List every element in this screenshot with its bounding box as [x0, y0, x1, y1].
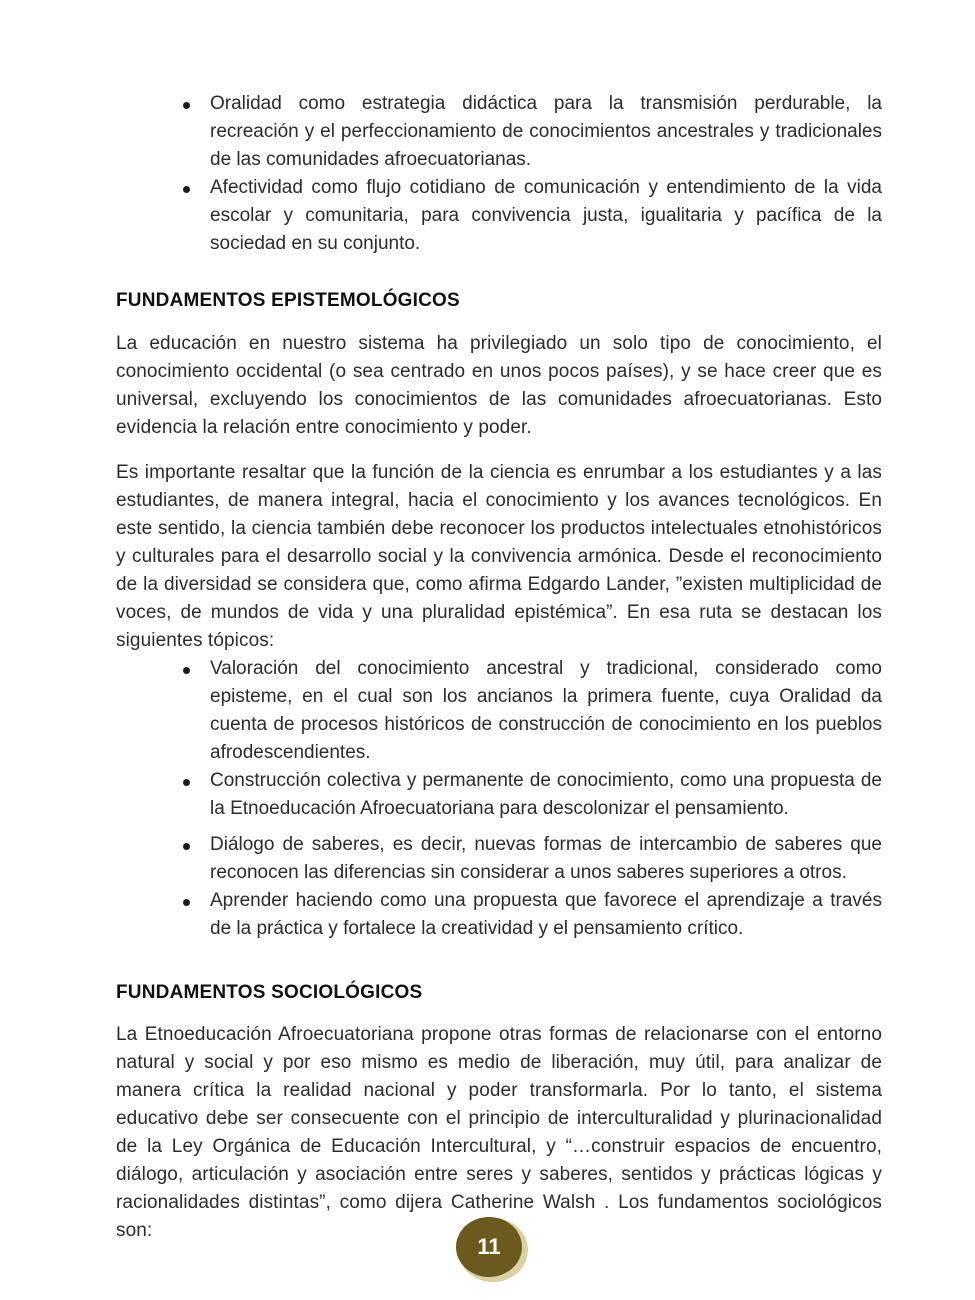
- bullet-list-top: [116, 90, 882, 258]
- list-item-text: Aprender haciendo como una propuesta que favorece el aprendizaje a través de la práctica y fortalece la creatividad y el pensamiento crítico.: [210, 890, 882, 939]
- list-item-text: Afectividad como flujo cotidiano de comunicación y entendimiento de la vida escolar y comunitaria, para convivencia justa, igualitaria y pacífica de la sociedad en su conjunto.: [210, 177, 882, 254]
- list-item: [210, 174, 882, 258]
- list-item-text: Construcción colectiva y permanente de conocimiento, como una propuesta de la Etnoeducación Afroecuatoriana para descolonizar el pensamiento.: [210, 770, 882, 819]
- page-number-badge: [452, 1216, 528, 1282]
- paragraph: Es importante resaltar que la función de la ciencia es enrumbar a los estudiantes y a las estudiantes, de manera integral, hacia el conocimiento y los avances tecnológicos. En este sentido, la ciencia también debe reconocer los productos intelectuales etnohistóricos y culturales para el desarrollo social y la convivencia armónica. Desde el reconocimiento de la diversidad se considera que, como afirma Edgardo Lander, ”existen multiplicidad de voces, de mundos de vida y una pluralidad epistémica”. En esa ruta se destacan los siguientes tópicos:: [116, 462, 882, 651]
- bullet-icon: [183, 843, 190, 850]
- bullet-icon: [183, 779, 190, 786]
- section-heading-sociologicos: FUNDAMENTOS SOCIOLÓGICOS: [116, 982, 423, 1003]
- list-item: [210, 887, 882, 943]
- list-item: [210, 767, 882, 823]
- list-item-text: Oralidad como estrategia didáctica para la transmisión perdurable, la recreación y el perfeccionamiento de conocimientos ancestrales y tradicionales de las comunidades afroecuatorianas.: [210, 93, 882, 170]
- list-item-text: Diálogo de saberes, es decir, nuevas formas de intercambio de saberes que reconocen las diferencias sin considerar a unos saberes superiores a otros.: [210, 834, 882, 883]
- paragraph: La educación en nuestro sistema ha privilegiado un solo tipo de conocimiento, el conocimiento occidental (o sea centrado en unos pocos países), y se hace creer que es universal, excluyendo los conocimientos de las comunidades afroecuatorianas. Esto evidencia la relación entre conocimiento y poder.: [116, 333, 882, 438]
- section-heading-epistemologicos: FUNDAMENTOS EPISTEMOLÓGICOS: [116, 290, 460, 311]
- list-item: [210, 655, 882, 767]
- bullet-icon: [183, 186, 190, 193]
- bullet-list-epistemologicos: [116, 655, 882, 943]
- list-item: [210, 831, 882, 887]
- list-item-text: Valoración del conocimiento ancestral y tradicional, considerado como episteme, en el cual son los ancianos la primera fuente, cuya Oralidad da cuenta de procesos históricos de construcción de conocimiento en los pueblos afrodescendientes.: [210, 658, 882, 763]
- bullet-icon: [183, 667, 190, 674]
- list-item: [210, 90, 882, 174]
- page-content: [116, 90, 882, 1245]
- paragraph: La Etnoeducación Afroecuatoriana propone otras formas de relacionarse con el entorno natural y social y por eso mismo es medio de liberación, muy útil, para analizar de manera crítica la realidad nacional y poder transformarla. Por lo tanto, el sistema educativo debe ser consecuente con el principio de interculturalidad y plurinacionalidad de la Ley Orgánica de Educación Intercultural, y “…construir espacios de encuentro, diálogo, articulación y asociación entre seres y saberes, sentidos y prácticas lógicas y racionalidades distintas”, como dijera Catherine Walsh . Los fundamentos sociológicos son:: [116, 1024, 882, 1241]
- bullet-icon: [183, 899, 190, 906]
- page-number: 11: [456, 1217, 522, 1277]
- bullet-icon: [183, 102, 190, 109]
